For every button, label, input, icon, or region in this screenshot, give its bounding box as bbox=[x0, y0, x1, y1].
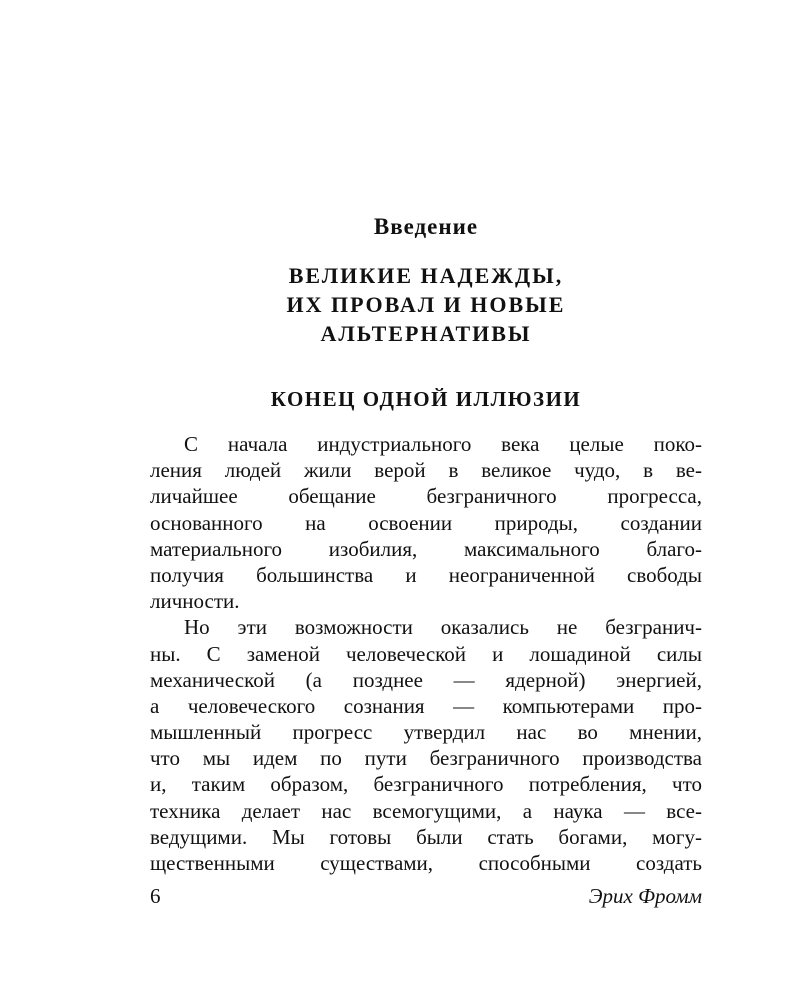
text-line: щественными существами, способными создать bbox=[150, 851, 702, 875]
paragraph bbox=[150, 431, 702, 614]
section-title: КОНЕЦ ОДНОЙ ИЛЛЮЗИИ bbox=[270, 387, 582, 411]
text-line: мышленный прогресс утвердил нас во мнении, bbox=[150, 720, 702, 745]
chapter-title-line: ИХ ПРОВАЛ И НОВЫЕ bbox=[286, 292, 566, 317]
chapter-title-line: АЛЬТЕРНАТИВЫ bbox=[320, 321, 532, 346]
paragraph bbox=[150, 614, 702, 876]
chapter-title-line: ВЕЛИКИЕ НАДЕЖДЫ, bbox=[288, 263, 564, 288]
text-line: Но эти возможности оказались не безгранич- bbox=[184, 615, 702, 640]
body-text bbox=[150, 431, 702, 876]
chapter-label: Введение bbox=[373, 214, 479, 239]
page-footer bbox=[150, 884, 702, 914]
text-line: что мы идем по пути безграничного производства bbox=[150, 746, 702, 771]
text-line: ны. С заменой человеческой и лошадиной силы bbox=[150, 641, 702, 666]
text-line: ления людей жили верой в великое чудо, в ве- bbox=[150, 458, 702, 483]
text-line: и, таким образом, безграничного потребления, что bbox=[150, 772, 702, 797]
page-number: 6 bbox=[150, 884, 161, 908]
text-line: основанного на освоении природы, создании bbox=[150, 510, 702, 535]
text-line: получия большинства и неограниченной свободы bbox=[150, 562, 702, 587]
book-page bbox=[150, 205, 702, 876]
text-line: механической (а позднее — ядерной) энергией, bbox=[150, 667, 702, 692]
author-running-head: Эрих Фромм bbox=[588, 884, 702, 908]
text-line: а человеческого сознания — компьютерами про- bbox=[150, 693, 702, 718]
text-line: ведущими. Мы готовы были стать богами, могу- bbox=[150, 824, 702, 849]
text-line: личайшее обещание безграничного прогресса, bbox=[150, 484, 702, 509]
text-line: материального изобилия, максимального благо- bbox=[150, 536, 702, 561]
chapter-title bbox=[150, 261, 702, 348]
text-line: техника делает нас всемогущими, а наука — все- bbox=[150, 798, 702, 823]
text-line: личности. bbox=[150, 589, 240, 614]
text-line: С начала индустриального века целые поко- bbox=[184, 432, 702, 456]
